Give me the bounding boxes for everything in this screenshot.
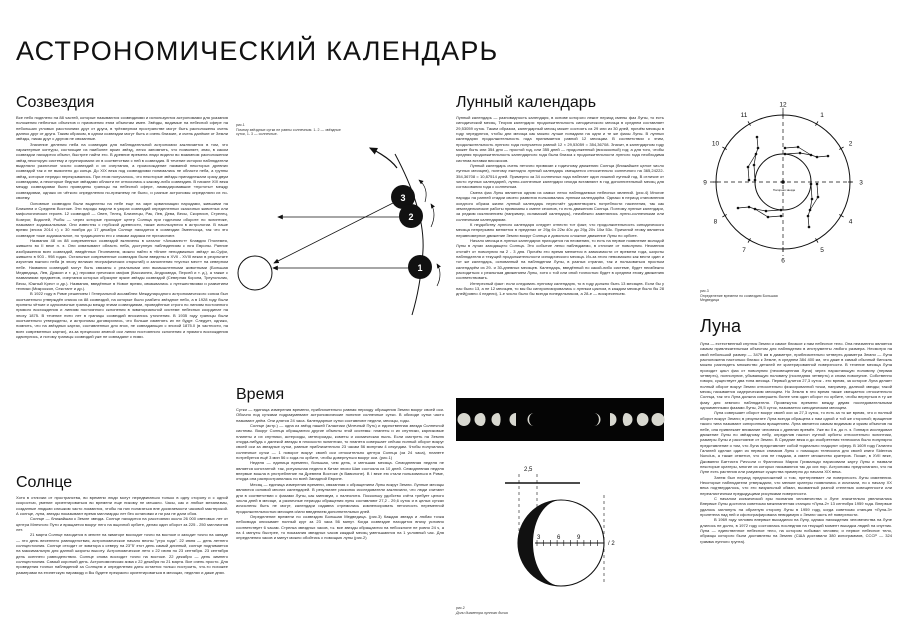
fig1-caption [236, 123, 346, 137]
paragraph: К неудобству лунного календаря следует отнести тот факт, что продолжительность синодического месяца непрерывно меняется в пределах от 29д 6ч 22м 40с до 29д 20ч 10м 53с. Причиной этому является неравномерное движение Земли вокруг Солнца и довольно сложное движение Луны по орбите. [456, 221, 664, 238]
paragraph: Затем был период предположений о том, претерпевает ли поверхность Луны изменения. Некоторые наблюдатели утверждали, что мелкие кратеры появлялись и исчезали, но к началу XX века подтвердилось, что это визуальный обман, вызванный разной степенью освещенности или нереалистичным предыдущими рисунками поверхности. [700, 474, 892, 496]
paragraph: Названия 48 из 88 современных созвездий включены в каталог «Альмагест» Клавдия Птолемея, жившего во II веке н. э. Они охватывают область неба, доступную наблюдениям с юга Европы. Ранние изображения всех созвездий, введённых Птолемеем, можно найти в «Книге неподвижных звёзд» ас-Суфи, жившего в 903 - 998 годах. Остальные современные созвездия были введены в XVII - XVIII веках в результате изучения южного неба (в эпоху великих географических открытий) и заполнения «пустых мест» на северном небе. Названия созвездий могут быть связаны с реальными или вымышленными животными (Большая Медведица, Лев, Дракон и т. д.) героями греческих мифов (Кассиопея, Андромеда, Персей и т. д.), а также с названиями предметов, очертания которых образуют яркие звёзды созвездий (Северная Корона, Треугольник, Весы, Южный Крест и др.). Названия, введённые в Новое время, связывались с путешествиями и развитием техники (Микроскоп, Секстант и др.). [16, 237, 228, 291]
star [780, 215, 783, 218]
star [810, 183, 813, 186]
paragraph: 21 марта Солнце находится в зените на экваторе восходит точно на востоке и заходит точно на западе — это день весеннего равноденствия, астрономическое начало весны "утро года". 22 июня — день летнего солнцестояния. Солнце отходит от экватора к северу на 23°5' этот день самый длинный, солнце поднимается на максимальную для данной широты высоту. Астрономическое лето с 22 июня по 23 сентября. 23 сентября день осеннего равноденствия. Солнце снова восходит точно на востоке. 22 декабря — день зимнего солнцестояния. Самый короткий день. Астрономическая зима с 22 декабря по 21 марта. Все очень просто. Для проведения точных наблюдений за Солнцем и определения даты остается только построить, что-то похожее размерами на египетскую пирамиду и Вы будете прекрасно ориентироваться в месяцах, неделях и даже днях. [16, 532, 228, 575]
paragraph: Сутки — единица измерения времени, приблизительно равная периоду обращения Земли вокруг своей оси. Обычно под сутками подразумевают астрономические понятие солнечные сутки. В обиходе сутки часто называют днём. Они длятся 24 часа. Календарные сутки составляют недели, месяцы, годы. [236, 407, 444, 423]
star [748, 179, 751, 182]
fig2-end-mark: / 2 [608, 541, 615, 547]
star [748, 206, 751, 209]
fig3-clock-diagram [700, 100, 900, 265]
star [817, 196, 820, 199]
position-label-1: 1 [417, 263, 423, 273]
star [799, 152, 802, 155]
fig2-scale-mark: 9 [577, 535, 581, 541]
hour-label: 5 [820, 247, 824, 255]
star [827, 155, 830, 158]
star [747, 166, 750, 169]
hour-label: 9 [703, 179, 707, 187]
hour-label: 8 [713, 218, 718, 226]
paragraph: Луна — естественный спутник Земли и самое близкое к нам небесное тело. Она неизменно является самым привлекательным объектом для наблюдения в инструменты любого размера. Несмотря на свой небольшой размер — 3475 км в диаметре, приблизительно четверть диаметра Земли — Луна расположена настолько близко к Земле, в среднем 384 400 км, что даже в самый обычный бинокль можно разглядеть множество деталей ее кратерированной поверхности. В течение месяца Луна проходит цикл фаз от новолуния (неосвещенная Луна) через нарастающую половину (первая четверть), полнолуние, убывающую половину (последняя четверть) и снова новолуние. Собственно говоря, существует два типа месяца. Первый длится 27,3 суток - это время, за которое Луна делает полный оборот вокруг Земли относительно фиксированной точки, например, далекой звезды; такой месяц называется сидерическим месяцем. Но Земля в это время также смещается относительно Солнца, так что Луна должна совершить более чем один оборот по орбите, чтобы вернуться в ту же фазу для земного наблюдателя. Промежуток времени между двумя последовательными одноименными фазами Луны, 29,5 суток, называется синодическим месяцем. [700, 341, 892, 411]
paragraph: Солнце — ближайшая к Земле звезда. Солнце находится на расстоянии около 26 000 световых лет от центра Млечного Пути и вращается вокруг него на ящичной орбите, делая один оборот за 225 - 250 миллионов лет. [16, 516, 228, 533]
constellations-text [16, 115, 228, 339]
star [807, 215, 810, 218]
polaris-label: Полярная звезда [772, 188, 796, 192]
fig2-scale-mark: 3 [537, 535, 541, 541]
moon-phase [475, 413, 486, 426]
time-heading: Время [236, 386, 285, 403]
hour-label: 7 [742, 247, 746, 255]
star [737, 207, 740, 210]
star [811, 198, 814, 201]
rotation-arrow [437, 264, 440, 286]
lunar-calendar-text [456, 115, 664, 297]
star [754, 179, 757, 182]
paragraph: Луна совершает оборот вокруг своей оси за 27,3 суток, то есть за то же время, что и полный оборот вокруг Земли; в результате Луна всегда обращена к нам одной и той же стороной; вращение такого типа называют синхронным вращением. Луна является самым видимым и ярким объектов на небе, она привлекает внимание человека с древних времён. Уже во II в. до н. э. Гиппарх исследовал движение Луны по звёздному небу, определив наклон лунной орбиты относительно эклиптики, размеры Луны и расстояние от Земли. В Средние века и до изобретения телескопа было популярно представление о том, что Луна представляет собой «идеально гладкую» сферу. В 1609 году Галилео Галилей сделал один из первых снимков Луны с помощью телескопа для своей книги Sidereus Nuncius, а также отметил, что она не гладкая, а имеет множество кратеров. Позже, в XVII веке, Джованни Баттиста Риччоли и Франческо Мария Гримальди нарисовали карту Луны и назвали некоторые кратеры, многие из которых называются так до сих пор. Астрономы предполагали, что на Луне есть растения или разумные существа примерно до начала XIX века. [700, 410, 892, 475]
paragraph: Лунный календарь — разновидность календаря, в основе которого лежит период смены фаз Луны, то есть синодический месяц. Теория календаря: продолжительность синодического месяца в среднем составляет 29,53059 суток. Таким образом, календарный месяц может состоять из 29 или из 30 дней, причём месяцы в году чередуются, чтобы дни месяца как можно лучше попадали на одни и те же фазы Луны. В лунных календарях продолжительность года принимается равной 12 месяцам. В соответствии с этим, продолжительность лунного года получается равной 12 × 29,53059 = 354,36708. Значит, в календарном году может быть или 354 дня — простой год, или 355 дней — продолженный (високосный) год; а для того, чтобы средняя продолжительность календарного года была близка к продолжительности лунного года необходима система вставки високосов. [456, 115, 664, 163]
fig2-top-mark: 2,5 [524, 467, 533, 473]
moon-phase [528, 413, 535, 426]
paragraph: Значение деления неба на созвездия для наблюдательной астрономии заключается в том, что характерные контуры, состоящие из наиболее ярких звёзд, легко запомнить, что позволяет, зная, в каком созвездии находится объект, быстрее найти его. В древние времена люди видели во взаимном расположении звёзд некоторую систему и группировали их в соответствии с ней в созвездия. В течение истории наблюдатели выделяли различное число созвездий и их очертания, а происхождение названий некоторых древних созвездий так и не выяснено до конца. До XIX века под созвездиями понимались не области неба, а группы звёзд, которые нередко перекрывались. При этом получалось, что некоторые звёзды принадлежали сразу двум созвездиям, а некоторые бедные звёздами области не относились к какому-либо созвездию. В начале XIX века между созвездиями были проведены границы на небесной сфере, ликвидировавшие «пустоты» между созвездиями, однако их чёткого определения по-прежнему не было, и разные астрономы определяли их по-своему. [16, 141, 228, 201]
star [757, 147, 760, 150]
paragraph: Солнце (астр.) — одна из звёзд нашей Галактики (Млечный Путь) и единственная звезда Солнечной системы. Вокруг Солнца обращаются другие объекты этой системы: планеты и их спутники, карликовые планеты и их спутники, астероиды, метеороиды, кометы и космическая пыль. Если смотреть на Землю откуда-нибудь с далекой звезды в плоскости эклиптики, то планета совершает сейчас полный оборот вокруг своей оси за звездные сутки, равные приблизительно 23 часам 56 минутам 4 секундам. Чтобы получились солнечные сутки — 1 поворот вокруг своей оси относительно центра Солнца (за 24 часа), планете потребуется ещё 3 мин 56 с хода по орбите, чтобы довернуться вокруг оси. (рис.1) [236, 423, 444, 461]
fig2-diagram [500, 462, 660, 582]
paragraph: Месяц — единица измерения времени, связанная с обращением Луны вокруг Земли. Лунные месяцы являются основой многих календарей. В результате раскопок исследователи заключили, что люди считают дни в соответствии с фазами Луны, как минимум, с палеолита. Поскольку удобство счёта требует целого числа дней в месяце, а различные периоды обращения луны составляют 27,2 - 29,6 суток и в целых сутках исчислены быть не могут, календари издавна стремились компенсировать неточность переменной продолжительностью месяцев и/или введением дополнительных дней. [236, 481, 444, 514]
moon-phases-photo [456, 398, 664, 441]
big-dipper-constellation [737, 206, 783, 219]
star [767, 216, 770, 219]
moon-phase [458, 413, 471, 426]
big-dipper-constellation [747, 136, 760, 182]
hour-label: 10 [711, 140, 720, 148]
star [809, 209, 812, 212]
moon-text [700, 341, 892, 544]
hour-label: 12 [779, 101, 787, 109]
paragraph: С началом космической эры познания человечества о Луне значительно увеличились Впервые Луны достигла советская межпланетная станция «Луна-2» 13 сентября 1959 года. Впервые удалось заглянуть на обратную сторону Луны в 1959 году, когда советская станция «Луна-3» пролетела над ней и сфотографировала невидимую с Земли часть её поверхности. [700, 495, 892, 517]
star [756, 136, 759, 139]
hour-label: 3 [859, 179, 863, 187]
moon-phase [637, 413, 649, 426]
star [755, 153, 758, 156]
hour-label: 1 [820, 111, 824, 119]
fig3-text: Определение времени по созвездию Большая Медведица [700, 293, 778, 303]
time-text [236, 407, 444, 541]
moon-heading: Луна [700, 316, 741, 336]
star [784, 147, 787, 150]
star [808, 226, 811, 229]
fig2-scale-mark: 6 [557, 535, 561, 541]
star [753, 164, 756, 167]
sun-circle [238, 256, 272, 290]
paragraph: Интересный факт: если следовать лунному календарю, то в году должно быть 13 месяцев. Если бы у нас было 13, а не 12 месяцев, то мы бы синхронизировались с лунным циклом, в каждом месяце было бы 28 дней(ровно 4 недели), 1-е число было бы всегда понедельником, а 28-е — воскресеньем. [456, 280, 664, 297]
sun-text [16, 495, 228, 575]
big-dipper-constellation [784, 146, 830, 159]
rotation-arrow [419, 180, 426, 202]
big-dipper-constellation [807, 183, 820, 229]
fig2-caption [456, 606, 556, 615]
lunar-calendar-heading: Лунный календарь [456, 94, 597, 111]
moon-phase [652, 413, 665, 426]
moon-phase [510, 413, 517, 426]
hour-label: 11 [740, 111, 748, 119]
sun-heading: Солнце [16, 474, 73, 491]
star [816, 183, 819, 186]
paragraph: Начало месяца в лунных календарях приходится на неомению, то есть на первое появление молодой Луны в лучах заходящего Солнца. Это событие легко наблюдаемо, в отличие от новолуния. Неомения отстаёт от новолуния на 2 - 3 дня. Причём это время меняется в зависимости от времени года, широты наблюдателя и текущей продолжительности синодического месяца. Из-за этого невозможно как вести один и тот же календарь, основанный на наблюдении Луны, в разных странах, так и пользоваться простым календарём из 29- и 30-дневных месяцев. Календарь, введённый по какой-либо системе, будет неизбежно расходиться с реальным движением Луны, хотя с той или иной точностью будет в среднем этому движению соответствовать. [456, 237, 664, 281]
earth-orbit [395, 154, 423, 315]
constellations-heading: Созвездия [16, 94, 95, 111]
hour-label: 4 [848, 218, 853, 226]
fig2-label: рис.2 [456, 606, 465, 610]
star [784, 153, 787, 156]
orbit-arrow [370, 148, 397, 168]
position-label-3: 3 [400, 193, 406, 203]
fig1-text: Почему звёздные сутки не равны солнечным. 1- 2 — звёздные сутки, 1- 3 — солнечные. [236, 127, 341, 137]
paragraph: Все небо поделено на 88 частей, которые называются созвездиями и используются астрономами для указания положения небесных объектов и присвоения этим объектам имен. Звёзды, видимые на небесной сфере на небольших угловых расстояниях друг от друга, в трёхмерном пространстве могут быть расположены очень далеко друг от друга. Таким образом, в одном созвездии могут быть и очень близкие, и очень далёкие от Земли звёзды, никак друг с другом не связанные. [16, 115, 228, 142]
star [765, 210, 768, 213]
star [810, 154, 813, 157]
star [754, 208, 757, 211]
fig2-text: Доли диаметра лунного диска [456, 610, 508, 615]
paragraph: Лунный календарь очень неточно привязан к годичному движению Солнца (ближайшее целое число лунных месяцев), поэтому ежегодно лунный календарь смещается относительно солнечного на 365,24222-354,36708 = 10,87514 дней. Примерно за 34 солнечных года набегает один лишний лунный год. В отличие от чисто лунных календарей, лунно-солнечные календари иногда вставляют в год дополнительный месяц для согласования года с солнечным. [456, 163, 664, 190]
moon-phase [594, 413, 601, 426]
polaris-star [781, 180, 785, 184]
position-label-2: 2 [408, 212, 414, 222]
paragraph: Хотя в отличии от пространства, во времени люди могут передвигаться только в одну сторону и с одной скоростью, умение ориентироваться во времени еще никому не мешало. Часы, как и любые механизмы, созданные людьми слишком часто ломаются, чтобы на них полагаться вне досягаемости часовой мастерской. А солнце, луна, звезды показывают время миллиарды лет без остановки и ни раз не дали сбоя. [16, 495, 228, 517]
star [797, 146, 800, 149]
moon-phase [610, 413, 617, 426]
paragraph: Неделя — единица времени, большая, чем день, и меньшая месяца. Семидневная неделя не является константой: так, ритуальная неделя в Китае эпохи Шан состояла из 10 дней. Семидневная неделя впервые вошла в употребление на Древнем Востоке (в Вавилоне). В I веке ею стали пользоваться в Риме, откуда она распространилась по всей Западной Европе. [236, 460, 444, 482]
hour-label: 6 [781, 257, 785, 265]
paragraph: Смена фаз Луны является одним из самых легко наблюдаемых небесных явлений. (рис.4) Многие народы на ранней стадии своего развития пользовались лунным календарём. Однако в период становления оседлого образа жизни лунный календарь перестаёт удовлетворять потребности населения, так как земледельческие работы привязаны к смене сезонов, то есть движению Солнца. Поэтому лунные календари, за редким исключением (например, исламский календарь), неизбежно заменялись лунно-солнечными или солнечными календарями. [456, 189, 664, 222]
hour-label: 2 [848, 140, 853, 148]
fig3-label: рис.3 [700, 289, 709, 293]
paragraph: Определение времени по созвездию Большая Медведица. (рис.3) Каждая звезда и любая точка небосвода описывает полный круг за 23 часа 56 минут. Когда созвездие находится внизу условно соответствует 6 часам. Стрелка звездных часов, т.к. все звезды обращаются на небосклоне не ровно 24 ч, а на 4 минуты быстрее, то показания звездных часов каждый месяц уменьшаются на 1 условный час. Для определения часов и минут можно обойтись с помощью луны (рис.2) [236, 513, 444, 541]
fig3-caption [700, 289, 780, 303]
ray-3 [274, 202, 395, 263]
fig1-diagram [225, 150, 450, 350]
paragraph: В 1922 году в Риме решением I Генеральной ассамблеи Международного астрономического союза был окончательно утверждён список из 88 созвездий, на которые было разбито звёздное небо, а в 1928 году были приняты чёткие и однозначные границы между этими созвездиями, проведённые строго по линиям постоянного прямого восхождения и линиям постоянного склонения в экваториальной системе небесных координат на эпоху 1875. В течение пяти лет в границы созвездий вносились уточнения. В 1935 году границы были окончательно утверждены, и астрономы договорились, что больше изменять их не будут. Следует, однако, помнить, что на звёздных картах, составленных для эпох, не совпадающих с эпохой 1875.0 (в частности, на всех современных картах), из-за прецессии земной оси линии постоянного склонения и прямого восхождения сдвинулись, и потому границы созвездий уже не совпадают с ними. [16, 291, 228, 340]
moon-phases [456, 398, 664, 441]
star [816, 156, 819, 159]
fig1-label: рис.1 [236, 123, 245, 127]
rotation-arrow [431, 204, 434, 227]
star [780, 209, 783, 212]
paragraph: Основные созвездия были выделены на небе еще на заре цивилизации народами, жившими на Ближнем и Среднем Востоке. Эти народы видели в узорах созвездий определенных сказочных животных или мифологических героев. 12 созвездий — Овен, Телец, Близнецы, Рак, Лев, Дева, Весы, Скорпион, Стрелец, Козерог, Водолей, Рыбы — через которые проходит центр Солнца при годичном обороте по эклиптике, называют зодиакальными. Они известны с глубокой древности, также используются в астрологии. В наше время (эпоха 2014 г.) с 30 ноября до 17 декабря Солнце находится в созвездии Змееносца, так что это созвездие тоже зодиакальное, но традиционно его к знакам зодиака не причисляют. [16, 200, 228, 238]
moon-phase [492, 413, 501, 426]
moon-phase [623, 413, 633, 426]
paragraph: В 1969 году человек впервые высадился на Луну, однако нахождения человечества на Луне длилось не долго, в 1972 году состоялась последняя на текущий момент высадка людей на спутник. Луна — единственное небесное тело, на котором побывал человек; и первое небесное тело, образцы которого были доставлены на Землю (США доставили 380 килограммов, СССР — 324 грамма лунного грунта). [700, 517, 892, 544]
page-title: АСТРОНОМИЧЕСКИЙ КАЛЕНДАРЬ [16, 36, 499, 66]
